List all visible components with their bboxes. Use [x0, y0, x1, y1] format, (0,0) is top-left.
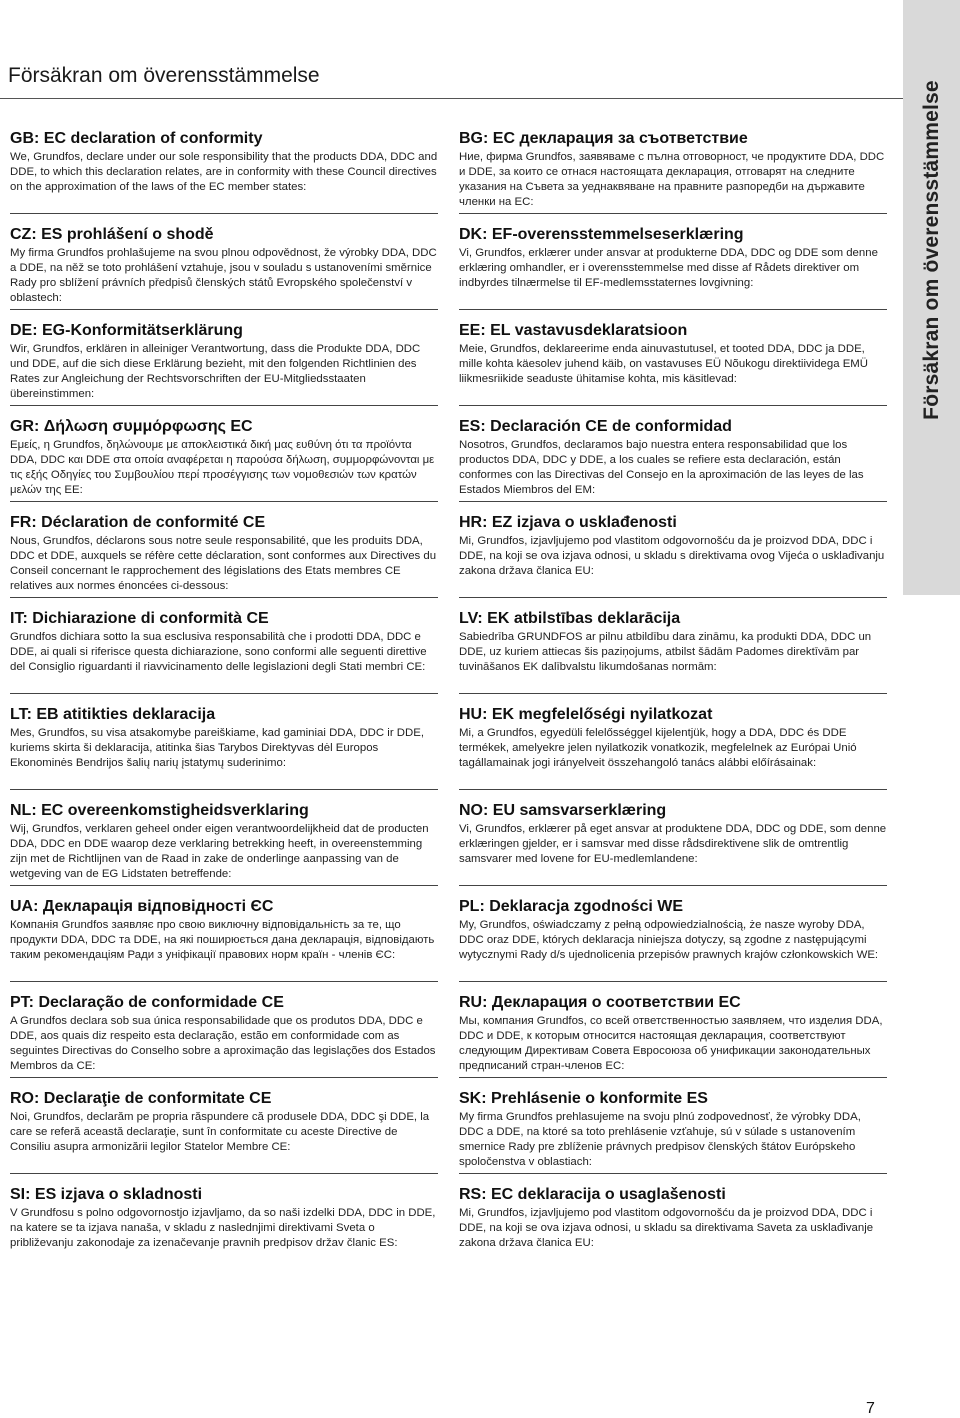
declaration-ua [10, 886, 438, 982]
declaration-body: Nous, Grundfos, déclarons sous notre seule responsabilité, que les produits DDA, DDC et DDE, auxquels se réfère cette déclaration, sont conformes aux Directives du Conseil concernant le rapprochement des législations des Etats membres CE relatives aux normes énoncées ci-dessous: [10, 535, 437, 592]
declaration-body: Εμείς, η Grundfos, δηλώνουμε με αποκλειστικά δική μας ευθύνη ότι τα προϊόντα DDA, DDC και DDE στα οποία αναφέρεται η παρούσα δήλωση, συμμορφώνονται με τις εξής Οδηγίες του Συμβουλίου περί προσέγγισης των νομοθεσιών των κρατών μελών της ΕΕ: [10, 439, 435, 496]
declaration-body: Wir, Grundfos, erklären in alleiniger Verantwortung, dass die Produkte DDA, DDC und DDE, auf die sich diese Erklärung bezieht, mit den folgenden Richtlinien des Rates zur Angleichung der Rechtsvorschriften der EU-Mitgliedsstaaten übereinstimmen: [10, 343, 421, 400]
declaration-heading: PL: Deklaracja zgodności WE [459, 898, 684, 915]
declaration-heading: BG: ЕС декларация за съответствие [459, 130, 748, 147]
declaration-heading: LV: EK atbilstības deklarācija [459, 610, 681, 627]
declaration-heading: IT: Dichiarazione di conformità CE [10, 610, 269, 627]
declaration-heading: GR: Δήλωση συμμόρφωσης EC [10, 418, 253, 435]
declaration-body: Nosotros, Grundfos, declaramos bajo nuestra entera responsabilidad que los productos DDA, DDC y DDE, a los cuales se refiere esta declaración, están conformes con las Directivas del Consejo en la aproximación de las leyes de las Estados Miembros del EM: [459, 439, 864, 496]
declaration-heading: HU: EK megfelelőségi nyilatkozat [459, 706, 713, 723]
declaration-heading: LT: EB atitikties deklaracija [10, 706, 216, 723]
declaration-heading: NO: EU samsvarserklæring [459, 802, 667, 819]
declaration-heading: DK: EF-overensstemmelseserklæring [459, 226, 744, 243]
declaration-body: Meie, Grundfos, deklareerime enda ainuvastutusel, et tooted DDA, DDC ja DDE, mille kohta käesolev juhend käib, on vastavuses EÜ Nõukogu direktiividega EMÜ liikmesriikide seaduste ühitamise kohta, mis käsitlevad: [459, 343, 869, 385]
declaration-body: Mi, Grundfos, izjavljujemo pod vlastitom odgovornošću da je proizvod DDA, DDC i DDE, na koji se ova izjava odnosi, u skladu sa direktivama Saveta za usklađivanje zakona država članica EU: [459, 1207, 874, 1249]
declaration-nl [10, 790, 438, 886]
declaration-heading: SK: Prehlásenie o konformite ES [459, 1090, 708, 1107]
declaration-body: Ние, фирма Grundfos, заявяваме с пълна отговорност, че продуктите DDA, DDC и DDE, за които се отнася настоящата декларация, отговарят на следните указания на Съвета за уеднаквяване на правните разпоредби на държавите членки на ЕС: [459, 151, 885, 208]
declaration-body: Mi, Grundfos, izjavljujemo pod vlastitom odgovornošću da je proizvod DDA, DDC i DDE, na koji se ova izjava odnosi, u skladu s direktivama ovog Vijeća o usklađivanju zakona država članica EU: [459, 535, 885, 577]
declaration-lv [459, 598, 887, 694]
declaration-heading: RO: Declaraţie de conformitate CE [10, 1090, 272, 1107]
declaration-body: Vi, Grundfos, erklærer på eget ansvar at produktene DDA, DDC og DDE, som denne erklæringen gjelder, er i samsvar med disse rådsdirektivene slik de omtrentlig samsvarer med lovene for EU-medlemlandene: [459, 823, 887, 865]
right-column [459, 118, 887, 1270]
declaration-fr [10, 502, 438, 598]
declaration-body: My, Grundfos, oświadczamy z pełną odpowiedzialnością, że nasze wyroby DDA, DDC oraz DDE, których deklaracja niniejsza dotyczy, są zgodne z następującymi wytycznymi Rady d/s ujednolicenia przepisów prawnych krajów członkowskich WE: [459, 919, 879, 961]
declaration-body: Mi, a Grundfos, egyedüli felelősséggel kijelentjük, hogy a DDA, DDC és DDE termékek, amelyekre jelen nyilatkozik vonatkozik, megfelelnek az Európai Unió tagállamainak jogi irányelveit összehangoló tanács alábbi előírásainak: [459, 727, 857, 769]
declaration-ee [459, 310, 887, 406]
declaration-dk [459, 214, 887, 310]
declaration-heading: NL: EC overeenkomstigheidsverklaring [10, 802, 309, 819]
declaration-body: A Grundfos declara sob sua única responsabilidade que os produtos DDA, DDC e DDE, aos quais diz respeito esta declaração, estão em conformidade com as seguintes Directivas do Conselho sobre a aproximação das legislações dos Estados Membros da CE: [10, 1015, 436, 1072]
declaration-body: Мы, компания Grundfos, со всей ответственностью заявляем, что изделия DDA, DDC и DDE, к которым относится настоящая декларация, соответствуют следующим Директивам Совета Евросоюза об унификации законодательных предписаний стран-членов ЕС: [459, 1015, 883, 1072]
declaration-hr [459, 502, 887, 598]
declaration-heading: ES: Declaración CE de conformidad [459, 418, 732, 435]
declaration-heading: EE: EL vastavusdeklaratsioon [459, 322, 688, 339]
declaration-heading: HR: EZ izjava o usklađenosti [459, 514, 677, 531]
declaration-body: Sabiedrība GRUNDFOS ar pilnu atbildību dara zināmu, ka produkti DDA, DDC un DDE, uz kuriem attiecas šis paziņojums, atbilst šādām Padomes direktīvām par tuvināšanos EK dalībvalstu likumdošanas normām: [459, 631, 872, 673]
declaration-no [459, 790, 887, 886]
side-tab [903, 0, 960, 595]
declaration-heading: FR: Déclaration de conformité CE [10, 514, 266, 531]
declaration-body: My firma Grundfos prehlasujeme na svoju plnú zodpovednosť, že výrobky DDA, DDC a DDE, na ktoré sa toto prehlásenie vzťahuje, sú v súlade s ustanovením smernice Rady pre zblíženie právnych predpisov členských štátov Európskeho spoločenstva v oblastiach: [459, 1111, 861, 1168]
declaration-heading: CZ: ES prohlášení o shodě [10, 226, 214, 243]
declaration-pt [10, 982, 438, 1078]
declaration-hu [459, 694, 887, 790]
declaration-body: We, Grundfos, declare under our sole responsibility that the products DDA, DDC and DDE, to which this declaration relates, are in conformity with these Council directives on the approximation of the laws of the EC member states: [10, 151, 438, 193]
declaration-gb [10, 118, 438, 214]
declaration-lt [10, 694, 438, 790]
declaration-heading: PT: Declaração de conformidade CE [10, 994, 284, 1011]
declaration-heading: UA: Декларація відповідності ЄС [10, 898, 274, 915]
declaration-de [10, 310, 438, 406]
declaration-body: V Grundfosu s polno odgovornostjo izjavljamo, da so naši izdelki DDA, DDC in DDE, na katere se ta izjava nanaša, v skladu z naslednjimi direktivami Sveta o približevanju zakonodaje za izenačevanje pravnih predpisov držav članic ES: [10, 1207, 436, 1249]
title-divider [0, 98, 903, 99]
page-number: 7 [866, 1400, 875, 1417]
declaration-es [459, 406, 887, 502]
declaration-pl [459, 886, 887, 982]
page-title: Försäkran om överensstämmelse [8, 64, 320, 87]
declaration-body: Wij, Grundfos, verklaren geheel onder eigen verantwoordelijkheid dat de producten DDA, DDC en DDE waarop deze verklaring betrekking heeft, in overeenstemming zijn met de Richtlijnen van de Raad in zake de onderlinge aanpassing van de wetgeving van de EG Lidstaten betreffende: [10, 823, 429, 880]
declaration-body: Grundfos dichiara sotto la sua esclusiva responsabilità che i prodotti DDA, DDC e DDE, ai quali si riferisce questa dichiarazione, sono conformi alle seguenti direttive del Consiglio riguardanti il riavvicinamento delle legislazioni degli Stati membri CE: [10, 631, 427, 673]
declaration-cz [10, 214, 438, 310]
declaration-gr [10, 406, 438, 502]
declaration-heading: SI: ES izjava o skladnosti [10, 1186, 203, 1203]
side-tab-label: Försäkran om överensstämmelse [919, 80, 943, 420]
declaration-body: Noi, Grundfos, declarăm pe propria răspundere că produsele DDA, DDC şi DDE, la care se referă această declaraţie, sunt în conformitate cu aceste Directive de Consiliu asupra armonizării legilor Statelor Membre CE: [10, 1111, 430, 1153]
declaration-heading: RU: Декларация о соответствии ЕС [459, 994, 741, 1011]
declaration-body: Vi, Grundfos, erklærer under ansvar at produkterne DDA, DDC og DDE som denne erklæring omhandler, er i overensstemmelse med disse af Rådets direktiver om indbyrdes tilnærmelse til EF-medlemsstaternes lovgivning: [459, 247, 878, 289]
declaration-si [10, 1174, 438, 1270]
declaration-body: Mes, Grundfos, su visa atsakomybe pareiškiame, kad gaminiai DDA, DDC ir DDE, kuriems skirta ši deklaracija, atitinka šias Tarybos Direktyvas dėl Europos Ekonominės Bendrijos šalių narių įstatymų suderinimo: [10, 727, 425, 769]
declaration-bg [459, 118, 887, 214]
declaration-ru [459, 982, 887, 1078]
declaration-heading: RS: EC deklaracija o usaglašenosti [459, 1186, 726, 1203]
declaration-it [10, 598, 438, 694]
declaration-body: My firma Grundfos prohlašujeme na svou plnou odpovědnost, že výrobky DDA, DDC a DDE, na něž se toto prohlášení vztahuje, jsou v souladu s ustanoveními směrnice Rady pro sblížení právních předpisů členských států Evropského společenství v oblastech: [10, 247, 437, 304]
declaration-body: Компанія Grundfos заявляє про свою виключну відповідальність за те, що продукти DDA, DDC та DDE, на які поширюється дана декларація, відповідають таким рекомендаціям Ради з уніфікації правових норм країн - членів ЄС: [10, 919, 435, 961]
declaration-sk [459, 1078, 887, 1174]
declaration-ro [10, 1078, 438, 1174]
declaration-heading: DE: EG-Konformitätserklärung [10, 322, 243, 339]
declaration-rs [459, 1174, 887, 1270]
declaration-heading: GB: EC declaration of conformity [10, 130, 263, 147]
left-column [10, 118, 438, 1270]
